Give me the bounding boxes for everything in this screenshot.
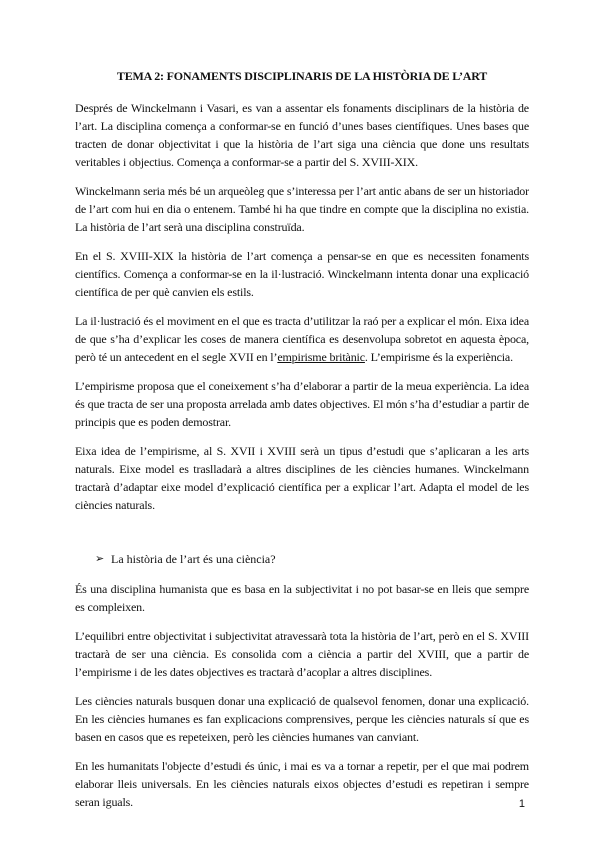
paragraph <box>75 312 529 366</box>
bullet-heading <box>95 550 529 568</box>
paragraph-text: . L’empirisme és la experiència. <box>364 350 513 364</box>
page-number: 1 <box>518 798 525 810</box>
underlined-term: empirisme britànic <box>277 350 365 364</box>
bullet-heading-text: La història de l’art és una ciència? <box>111 552 276 566</box>
page-content <box>75 69 529 822</box>
paragraph: És una disciplina humanista que es basa en la subjectivitat i no pot basar-se en lleis que sempre es compleixen. <box>75 582 529 614</box>
paragraph: Després de Winckelmann i Vasari, es van a assentar els fonaments disciplinars de la història de l’art. La disciplina comença a conformar-se en funció d’unes bases científiques. Unes bases que tracten de donar objectivitat i que la història de l’art siga una ciència que done uns resultats veritables i objectius. Comença a conformar-se a partir del S. XVIII-XIX. <box>75 101 529 169</box>
paragraph: En les humanitats l'objecte d’estudi és únic, i mai es va a tornar a repetir, per el que mai podrem elaborar lleis universals. En les ciències naturals eixos objectes d’estudi es repetiran i sempre seran iguals. <box>75 759 529 809</box>
arrow-bullet-icon: ➢ <box>95 553 105 565</box>
paragraph-text: La il·lustració és el moviment en el que es tracta d’utilitzar la raó per a explicar el món. Eixa idea de que s’ha d’explicar les coses de manera científica es desenvolupa sobretot en aquesta època, però té un antecedent en el segle XVII en l’ <box>75 314 529 364</box>
paragraph: L’empirisme proposa que el coneixement s’ha d’elaborar a partir de la meua experiència. La idea és que tracta de ser una proposta arrelada amb dates objectives. El món s’ha d’estudiar a partir de principis que es poden demostrar. <box>75 379 529 429</box>
paragraph: Les ciències naturals busquen donar una explicació de qualsevol fenomen, donar una explicació. En les ciències humanes es fan explicacions comprensives, perque les ciències naturals sí que es basen en casos que es repeteixen, però les ciències humanes van canviant. <box>75 694 529 744</box>
paragraph: L’equilibri entre objectivitat i subjectivitat atravessarà tota la història de l’art, però en el S. XVIII tractarà de ser una ciència. Es consolida com a ciència a partir del XVIII, que a partir de l’empirisme i de les dates objectives es tractarà d’acoplar a altres disciplines. <box>75 629 529 679</box>
paragraph: En el S. XVIII-XIX la història de l’art comença a pensar-se en que es necessiten fonaments científics. Comença a conformar-se en la il·lustració. Winckelmann intenta donar una explicació científica de per què canvien els estils. <box>75 249 529 299</box>
paragraph: Eixa idea de l’empirisme, al S. XVII i XVIII serà un tipus d’estudi que s’aplicaran a les arts naturals. Eixe model es traslladarà a altres disciplines de les ciències humanes. Winckelmann tractarà d’adaptar eixe model d’explicació científica per a explicar l’art. Adapta el model de les ciències naturals. <box>75 444 529 512</box>
paragraph: Winckelmann seria més bé un arqueòleg que s’interessa per l’art antic abans de ser un historiador de l’art com hui en dia o entenem. També hi ha que tindre en compte que la disciplina no existia. La història de l’art serà una disciplina construïda. <box>75 184 529 234</box>
document-title: TEMA 2: FONAMENTS DISCIPLINARIS DE LA HISTÒRIA DE L’ART <box>116 69 488 83</box>
